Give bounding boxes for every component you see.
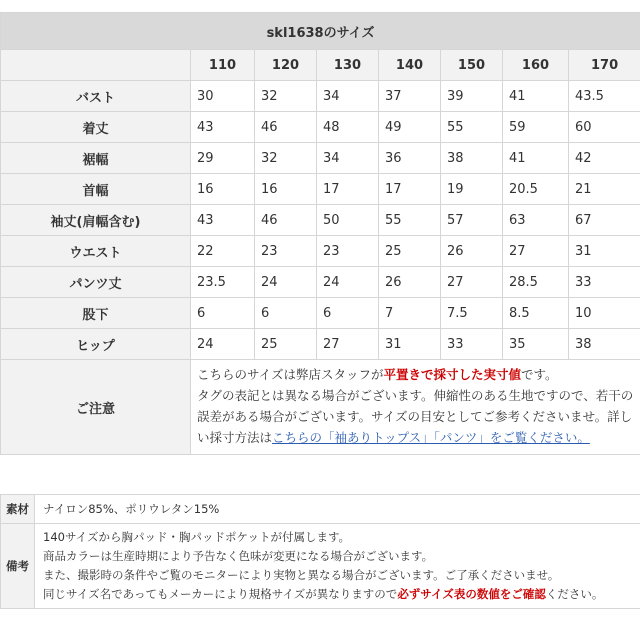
- measurement-cell: 46: [255, 112, 317, 143]
- remarks-line-1: 140サイズから胸パッド・胸パッドポケットが付属します。: [43, 530, 351, 544]
- remarks-label: 備考: [1, 524, 35, 609]
- measurement-cell: 31: [379, 329, 441, 360]
- row-label: 袖丈(肩幅含む): [1, 205, 191, 236]
- measurement-cell: 32: [255, 143, 317, 174]
- measurement-cell: 33: [569, 267, 640, 298]
- measurement-cell: 17: [317, 174, 379, 205]
- measurement-cell: 19: [441, 174, 503, 205]
- measurement-cell: 39: [441, 81, 503, 112]
- measurement-cell: 34: [317, 143, 379, 174]
- material-label: 素材: [1, 495, 35, 524]
- size-table: [0, 12, 640, 455]
- table-row: [1, 329, 640, 360]
- size-header: 130: [317, 50, 379, 81]
- measurement-rows: [1, 81, 640, 360]
- measurement-cell: 6: [317, 298, 379, 329]
- measurement-cell: 16: [191, 174, 255, 205]
- table-row: [1, 267, 640, 298]
- measurement-cell: 30: [191, 81, 255, 112]
- table-row: [1, 81, 640, 112]
- material-row: [1, 495, 640, 524]
- measurement-cell: 27: [441, 267, 503, 298]
- measurement-cell: 42: [569, 143, 640, 174]
- notice-highlight: 平置きで採寸した実寸値: [383, 367, 522, 382]
- size-table-title: skl1638のサイズ: [1, 13, 640, 50]
- table-row: [1, 143, 640, 174]
- measurement-cell: 20.5: [503, 174, 569, 205]
- remarks-text: [35, 524, 640, 609]
- row-label: ウエスト: [1, 236, 191, 267]
- measurement-cell: 50: [317, 205, 379, 236]
- material-value: ナイロン85%、ポリウレタン15%: [35, 495, 640, 524]
- measurement-cell: 24: [255, 267, 317, 298]
- row-label: パンツ丈: [1, 267, 191, 298]
- measurement-cell: 31: [569, 236, 640, 267]
- remarks-row: [1, 524, 640, 609]
- measurement-cell: 48: [317, 112, 379, 143]
- notice-label: ご注意: [1, 360, 191, 455]
- measurement-cell: 34: [317, 81, 379, 112]
- measurement-cell: 29: [191, 143, 255, 174]
- remarks-line-4-end: ください。: [545, 587, 604, 601]
- corner-cell: [1, 50, 191, 81]
- measurement-cell: 25: [379, 236, 441, 267]
- row-label: 着丈: [1, 112, 191, 143]
- size-header: 170: [569, 50, 640, 81]
- notice-text-2: タグの表記とは異なる場合がございます。伸縮性のある生地ですので、若干の誤差がある場合がございます。サイズの目安としてご参考くださいませ。詳しい採寸方法は: [197, 388, 634, 445]
- measurement-cell: 27: [503, 236, 569, 267]
- notice-text-1: こちらのサイズは弊店スタッフが: [197, 367, 384, 382]
- measurement-cell: 24: [317, 267, 379, 298]
- measurement-cell: 7.5: [441, 298, 503, 329]
- row-label: ヒップ: [1, 329, 191, 360]
- measurement-cell: 22: [191, 236, 255, 267]
- measurement-cell: 37: [379, 81, 441, 112]
- measurement-cell: 63: [503, 205, 569, 236]
- measurement-cell: 60: [569, 112, 640, 143]
- measurement-cell: 26: [379, 267, 441, 298]
- measurement-cell: 41: [503, 81, 569, 112]
- measurement-cell: 33: [441, 329, 503, 360]
- measurement-cell: 16: [255, 174, 317, 205]
- measurement-cell: 27: [317, 329, 379, 360]
- size-header: 160: [503, 50, 569, 81]
- measurement-cell: 10: [569, 298, 640, 329]
- measurement-cell: 23: [317, 236, 379, 267]
- row-label: 裾幅: [1, 143, 191, 174]
- measurement-cell: 67: [569, 205, 640, 236]
- measurement-cell: 7: [379, 298, 441, 329]
- size-header: 120: [255, 50, 317, 81]
- measurement-cell: 46: [255, 205, 317, 236]
- measurement-cell: 43: [191, 205, 255, 236]
- measurement-cell: 28.5: [503, 267, 569, 298]
- measurement-cell: 23.5: [191, 267, 255, 298]
- measurement-cell: 49: [379, 112, 441, 143]
- measurement-cell: 43.5: [569, 81, 640, 112]
- measurement-cell: 6: [255, 298, 317, 329]
- measurement-cell: 21: [569, 174, 640, 205]
- measurement-cell: 24: [191, 329, 255, 360]
- row-label: 首幅: [1, 174, 191, 205]
- remarks-highlight: 必ずサイズ表の数値をご確認: [397, 587, 546, 601]
- spec-table: [0, 494, 640, 609]
- size-header-row: [1, 50, 640, 81]
- table-row: [1, 236, 640, 267]
- notice-row: [1, 360, 640, 455]
- measurement-cell: 23: [255, 236, 317, 267]
- table-row: [1, 174, 640, 205]
- row-label: バスト: [1, 81, 191, 112]
- table-row: [1, 205, 640, 236]
- measurement-cell: 26: [441, 236, 503, 267]
- size-header: 150: [441, 50, 503, 81]
- size-header: 110: [191, 50, 255, 81]
- remarks-line-2: 商品カラーは生産時期により予告なく色味が変更になる場合がございます。: [43, 549, 434, 563]
- measurement-cell: 59: [503, 112, 569, 143]
- measurement-cell: 8.5: [503, 298, 569, 329]
- table-row: [1, 298, 640, 329]
- measurement-cell: 25: [255, 329, 317, 360]
- remarks-line-3: また、撮影時の条件やご覧のモニターにより実物と異なる場合がございます。ご了承くださいませ。: [43, 568, 560, 582]
- row-label: 股下: [1, 298, 191, 329]
- measurement-guide-link[interactable]: こちらの「袖ありトップス」「パンツ」をご覧ください。: [272, 430, 590, 445]
- size-header: 140: [379, 50, 441, 81]
- remarks-line-4: 同じサイズ名であってもメーカーにより規格サイズが異なりますので: [43, 587, 398, 601]
- measurement-cell: 32: [255, 81, 317, 112]
- measurement-cell: 38: [441, 143, 503, 174]
- measurement-cell: 6: [191, 298, 255, 329]
- measurement-cell: 36: [379, 143, 441, 174]
- measurement-cell: 17: [379, 174, 441, 205]
- measurement-cell: 57: [441, 205, 503, 236]
- notice-text-1-end: です。: [521, 367, 558, 382]
- measurement-cell: 55: [379, 205, 441, 236]
- measurement-cell: 35: [503, 329, 569, 360]
- notice-text: [191, 360, 640, 455]
- measurement-cell: 38: [569, 329, 640, 360]
- measurement-cell: 55: [441, 112, 503, 143]
- table-row: [1, 112, 640, 143]
- measurement-cell: 41: [503, 143, 569, 174]
- measurement-cell: 43: [191, 112, 255, 143]
